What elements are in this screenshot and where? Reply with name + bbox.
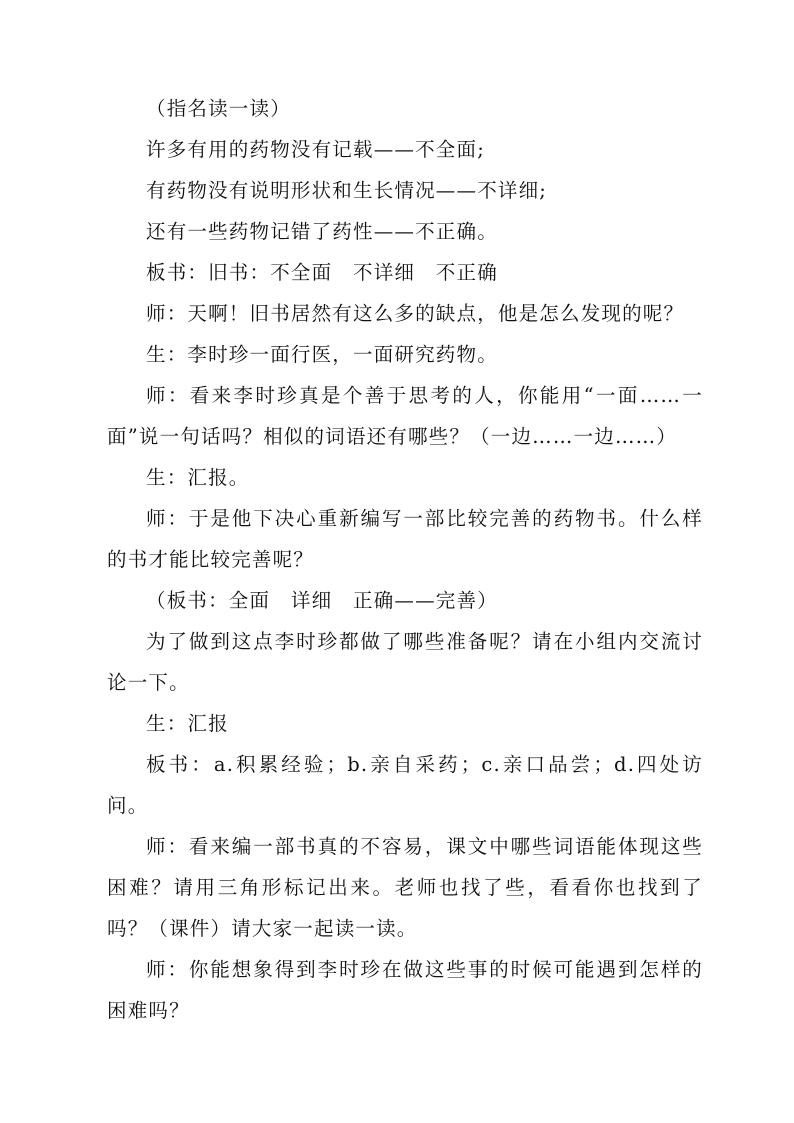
paragraph-incomplete: 许多有用的药物没有记载——不全面; xyxy=(146,138,485,161)
paragraph-teacher-question-1: 师：天啊！旧书居然有这么多的缺点，他是怎么发现的呢？ xyxy=(146,302,685,325)
paragraph-board-old-book: 板书：旧书：不全面 不详细 不正确 xyxy=(146,261,498,284)
paragraph-group-discussion: 为了做到这点李时珍都做了哪些准备呢？请在小组内交流讨论一下。 xyxy=(107,630,703,694)
paragraph-teacher-difficulties: 师：看来编一部书真的不容易，课文中哪些词语能体现这些困难？请用三角形标记出来。老师也找了些，看看你也找到了吗？（课件）请大家一起读一读。 xyxy=(107,835,703,940)
paragraph-student-report-2: 生：汇报 xyxy=(146,712,229,735)
paragraph-student-report-1: 生：汇报。 xyxy=(146,466,250,489)
paragraph-board-preparations: 板书：a.积累经验；b.亲自采药；c.亲口品尝；d.四处访问。 xyxy=(107,753,703,817)
paragraph-reading-instruction: （指名读一读） xyxy=(146,97,291,120)
paragraph-teacher-imagine: 师：你能想象得到李时珍在做这些事的时候可能遇到怎样的困难吗？ xyxy=(107,958,703,1022)
paragraph-student-answer-1: 生：李时珍一面行医，一面研究药物。 xyxy=(146,343,498,366)
paragraph-teacher-question-3: 师：于是他下决心重新编写一部比较完善的药物书。什么样的书才能比较完善呢？ xyxy=(107,507,703,571)
paragraph-teacher-question-2: 师：看来李时珍真是个善于思考的人，你能用“一面……一面”说一句话吗？相似的词语还有哪些？（一边……一边……） xyxy=(107,384,703,448)
paragraph-not-detailed: 有药物没有说明形状和生长情况——不详细; xyxy=(146,179,548,202)
paragraph-board-complete: （板书：全面 详细 正确——完善） xyxy=(146,589,498,612)
paragraph-incorrect: 还有一些药物记错了药性——不正确。 xyxy=(146,220,498,243)
document-body xyxy=(107,88,703,1031)
